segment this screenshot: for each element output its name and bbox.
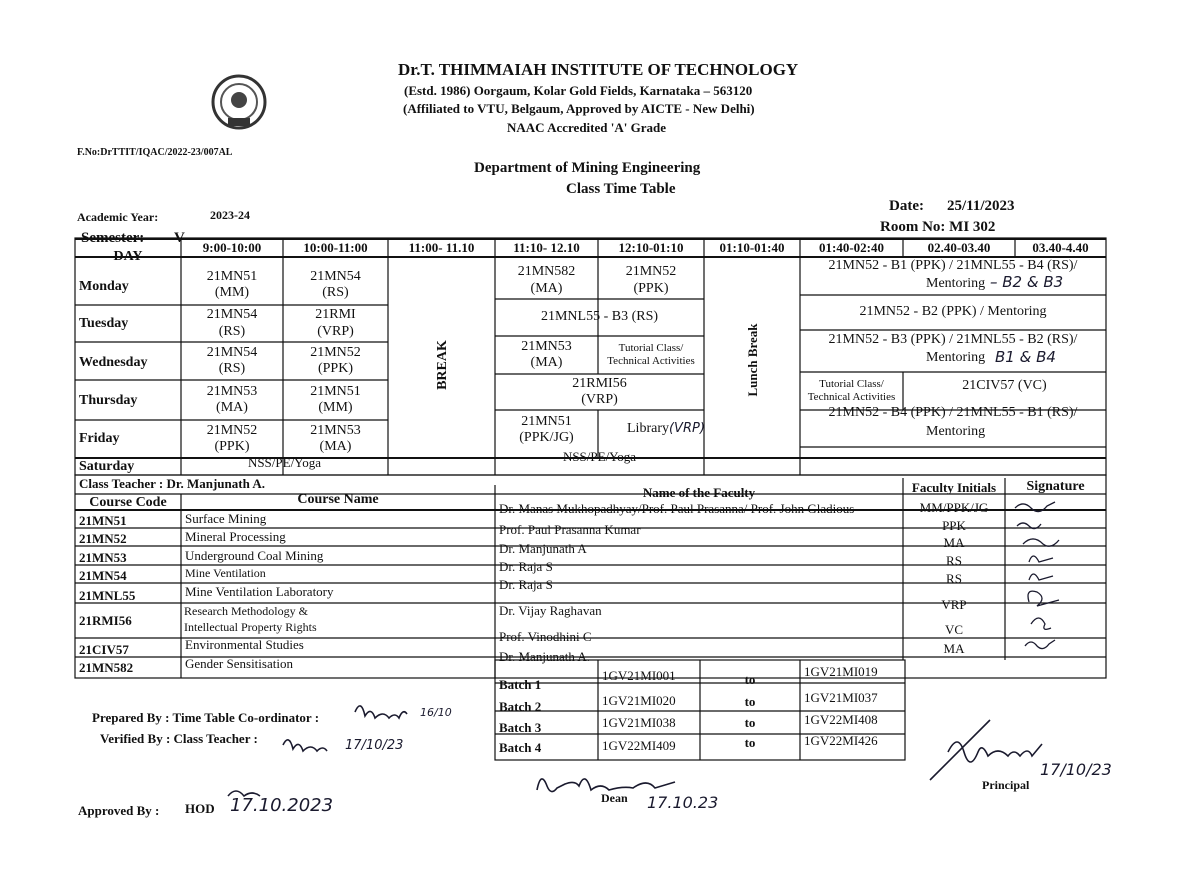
faculty-name-1: Dr. Manas Mukhopadhyay/Prof. Paul Prasanna/ Prof. John Gladious	[499, 500, 855, 516]
lunch-break-label: Lunch Break	[744, 323, 760, 397]
batch-2-from: 1GV21MI020	[602, 692, 676, 708]
faculty-initials-6: VRP	[941, 596, 967, 612]
verified-by-signature-date: 17/10/23	[345, 738, 404, 753]
day-monday: Monday	[79, 278, 129, 294]
slot-header-3: 11:00- 11.10	[408, 240, 475, 256]
header-faculty-initials: Faculty Initials	[911, 479, 997, 495]
course-code: 21MN54	[206, 307, 258, 323]
faculty-code: (VRP)	[581, 392, 618, 407]
course-name-1: Surface Mining	[185, 510, 267, 526]
saturday-midday: NSS/PE/Yoga	[562, 449, 637, 465]
activity-line2: Technical Activities	[807, 391, 896, 403]
faculty-code: (MA)	[530, 280, 563, 296]
day-friday: Friday	[79, 431, 120, 447]
faculty-name-4: Dr. Raja S	[499, 558, 553, 574]
course-code-2: 21MN52	[79, 530, 127, 546]
class-teacher-signature	[283, 740, 327, 751]
day-saturday: Saturday	[79, 458, 135, 474]
activity-line2: Technical Activities	[607, 355, 695, 367]
department-title: Department of Mining Engineering	[474, 160, 701, 176]
institute-address: (Estd. 1986) Oorgaum, Kolar Gold Fields, Karnataka – 563120	[404, 83, 753, 98]
monday-afternoon-line1: 21MN52 - B1 (PPK) / 21MNL55 - B4 (RS)/	[828, 257, 1078, 273]
slot-header-5: 12:10-01:10	[618, 240, 684, 256]
day-wednesday: Wednesday	[79, 354, 148, 370]
faculty-initials-4: RS	[946, 552, 962, 568]
faculty-name-2: Prof. Paul Prasanna Kumar	[499, 521, 641, 537]
faculty-code: (VRP)	[317, 323, 354, 339]
hod-signature-date: 17.10.2023	[230, 795, 334, 816]
faculty-code: (MM)	[318, 400, 353, 415]
batch-1-to-word: to	[744, 671, 756, 687]
faculty-code: (PPK/JG)	[519, 430, 574, 445]
date-value: 25/11/2023	[947, 198, 1015, 214]
batch-2-to-word: to	[744, 693, 756, 709]
course-code-6: 21RMI56	[79, 612, 132, 628]
course-code: 21RMI	[315, 307, 356, 323]
batch-3-from: 1GV21MI038	[602, 714, 676, 730]
header-course-name: Course Name	[297, 491, 379, 507]
faculty-code: (MA)	[216, 400, 248, 415]
faculty-code: (PPK)	[317, 361, 353, 376]
hod-label: HOD	[185, 801, 215, 816]
header-course-code: Course Code	[89, 494, 167, 510]
batch-1-from: 1GV21MI001	[602, 667, 676, 683]
coordinator-signature	[355, 706, 407, 718]
dean-signature-date: 17.10.23	[647, 793, 719, 812]
prepared-by-signature-date: 16/10	[420, 706, 452, 719]
activity-line1: Tutorial Class/	[618, 342, 684, 355]
tuesday-lab: 21MNL55 - B3 (RS)	[540, 309, 659, 325]
batch-4-to: 1GV22MI426	[804, 732, 878, 748]
course-code: 21MN51	[310, 383, 361, 399]
activity-line1: Tutorial Class/	[819, 378, 884, 391]
file-number: F.No:DrTTIT/IQAC/2022-23/007AL	[77, 147, 233, 158]
course-name-6-line2: Intellectual Property Rights	[184, 620, 317, 635]
course-code: 21MN582	[517, 264, 576, 280]
institute-name: Dr.T. THIMMAIAH INSTITUTE OF TECHNOLOGY	[398, 60, 799, 79]
faculty-code: (PPK)	[214, 439, 250, 454]
saturday-morning: NSS/PE/Yoga	[247, 455, 322, 471]
principal-signature-date: 17/10/23	[1040, 760, 1112, 779]
faculty-code: (MM)	[214, 285, 250, 300]
course-code: 21MN54	[310, 268, 361, 284]
header-signature: Signature	[1026, 478, 1085, 494]
slot-header-8: 02.40-03.40	[927, 240, 991, 256]
header-faculty-name: Name of the Faculty	[642, 484, 756, 500]
monday-afternoon-line2: Mentoring	[926, 276, 986, 291]
thursday-afternoon: 21CIV57 (VC)	[962, 377, 1047, 393]
day-thursday: Thursday	[79, 392, 138, 408]
course-name-6-line1: Research Methodology &	[184, 604, 308, 618]
course-name-3: Underground Coal Mining	[185, 547, 324, 563]
faculty-code: (RS)	[218, 323, 246, 339]
monday-handwritten-batches: – B2 & B3	[990, 273, 1064, 291]
faculty-initials-5: RS	[946, 570, 962, 586]
library-label: Library	[627, 421, 669, 436]
prepared-by: Prepared By : Time Table Co-ordinator :	[92, 710, 320, 725]
library-handwritten-faculty: (VRP)	[668, 421, 705, 436]
faculty-code: (RS)	[322, 285, 349, 300]
batch-3-to-word: to	[744, 714, 756, 730]
faculty-name-5: Dr. Raja S	[499, 576, 553, 592]
faculty-code: (RS)	[218, 361, 246, 376]
day-header: DAY	[113, 249, 143, 265]
batch-1-label: Batch 1	[499, 676, 542, 692]
course-code-1: 21MN51	[79, 512, 127, 528]
faculty-name-6: Dr. Vijay Raghavan	[499, 602, 602, 618]
faculty-name-7: Prof. Vinodhini C	[499, 628, 592, 644]
batch-4-label: Batch 4	[499, 739, 542, 755]
course-name-5: Mine Ventilation Laboratory	[185, 583, 334, 599]
course-code: 21MN53	[521, 338, 572, 354]
dean-label: Dean	[601, 791, 628, 805]
break-label: BREAK	[434, 340, 450, 390]
faculty-code: (MA)	[530, 355, 563, 370]
faculty-initials-1: MM/PPK/JG	[919, 499, 989, 515]
tuesday-afternoon: 21MN52 - B2 (PPK) / Mentoring	[859, 304, 1047, 320]
slot-header-4: 11:10- 12.10	[513, 240, 580, 256]
course-name-4: Mine Ventilation	[185, 566, 266, 581]
course-code: 21RMI56	[572, 375, 627, 391]
faculty-initials-7: VC	[944, 621, 964, 637]
principal-signature	[930, 720, 1042, 780]
slot-header-7: 01:40-02:40	[819, 240, 884, 256]
wednesday-afternoon-line1: 21MN52 - B3 (PPK) / 21MNL55 - B2 (RS)/	[828, 331, 1078, 347]
hod-signature	[228, 791, 260, 796]
room-number: Room No: MI 302	[880, 219, 996, 235]
friday-afternoon-line2: Mentoring	[926, 424, 986, 439]
batch-2-label: Batch 2	[499, 698, 542, 714]
course-code: 21MN52	[206, 422, 258, 438]
faculty-name-8: Dr. Manjunath A.	[499, 648, 590, 664]
faculty-initials-8: MA	[943, 640, 965, 656]
course-code: 21MN51	[206, 268, 258, 284]
faculty-code: (PPK)	[633, 280, 669, 296]
course-name-8: Gender Sensitisation	[185, 655, 293, 671]
batch-3-to: 1GV22MI408	[804, 711, 878, 727]
institute-accreditation: NAAC Accredited 'A' Grade	[507, 120, 666, 135]
batch-3-label: Batch 3	[499, 719, 542, 735]
course-code: 21MN52	[310, 344, 361, 360]
friday-afternoon-line1: 21MN52 - B4 (PPK) / 21MNL55 - B1 (RS)/	[828, 404, 1078, 420]
date-label: Date:	[889, 198, 924, 214]
slot-header-6: 01:10-01:40	[719, 240, 785, 256]
dean-signature	[537, 779, 675, 792]
slot-header-9: 03.40-4.40	[1032, 240, 1089, 256]
course-name-7: Environmental Studies	[185, 636, 304, 652]
batch-2-to: 1GV21MI037	[804, 689, 878, 705]
faculty-initials-3: MA	[943, 534, 965, 550]
course-code-3: 21MN53	[79, 549, 127, 565]
institute-affiliation: (Affiliated to VTU, Belgaum, Approved by AICTE - New Delhi)	[403, 101, 755, 116]
slot-header-2: 10:00-11:00	[303, 240, 368, 256]
principal-label: Principal	[982, 778, 1030, 792]
wednesday-afternoon-line2: Mentoring	[926, 350, 986, 365]
course-code: 21MN54	[206, 344, 258, 360]
course-code-7: 21CIV57	[79, 641, 129, 657]
verified-by: Verified By : Class Teacher :	[100, 731, 258, 746]
course-code: 21MN53	[206, 383, 258, 399]
approved-by: Approved By :	[78, 803, 160, 818]
day-tuesday: Tuesday	[79, 315, 129, 331]
batch-1-to: 1GV21MI019	[804, 663, 878, 679]
faculty-name-3: Dr. Manjunath A	[499, 540, 587, 556]
course-name-2: Mineral Processing	[185, 528, 286, 544]
course-code-8: 21MN582	[79, 659, 134, 675]
class-teacher: Class Teacher : Dr. Manjunath A.	[79, 476, 265, 492]
course-code: 21MN53	[310, 422, 361, 438]
batch-4-to-word: to	[744, 734, 756, 750]
faculty-initials-2: PPK	[942, 517, 966, 533]
document-title: Class Time Table	[566, 181, 676, 197]
course-code: 21MN51	[521, 413, 572, 429]
course-code-5: 21MNL55	[79, 587, 136, 603]
slot-header-1: 9:00-10:00	[202, 240, 262, 256]
batch-4-from: 1GV22MI409	[602, 737, 676, 753]
academic-year-value: 2023-24	[210, 208, 250, 222]
academic-year-label: Academic Year:	[77, 210, 159, 224]
course-code: 21MN52	[625, 264, 677, 280]
course-code-4: 21MN54	[79, 567, 127, 583]
faculty-code: (MA)	[319, 439, 352, 454]
wednesday-handwritten-batches: B1 & B4	[995, 348, 1056, 366]
